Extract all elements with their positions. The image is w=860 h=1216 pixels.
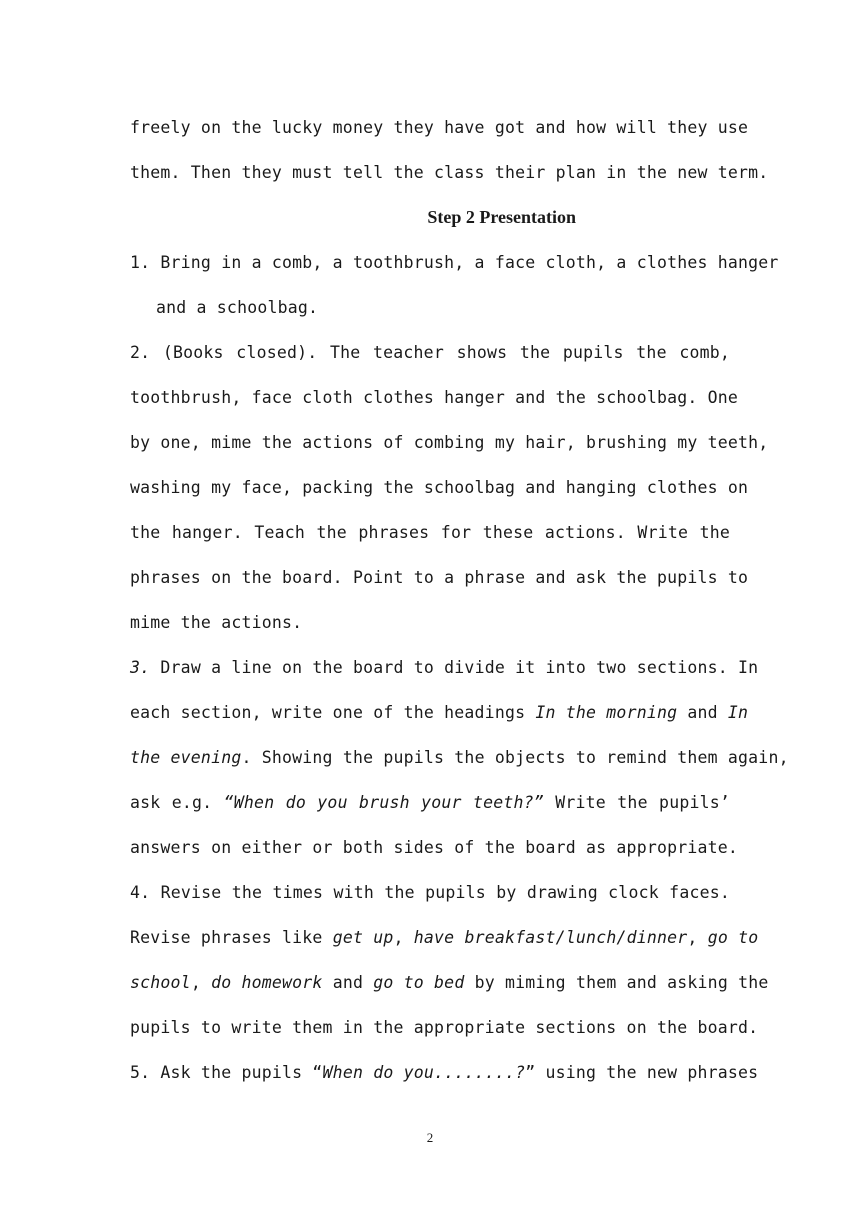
text-line: freely on the lucky money they have got and how will they use bbox=[130, 118, 749, 137]
text-span: , bbox=[190, 973, 212, 992]
list-item-5 bbox=[130, 1050, 759, 1095]
italic-question: “When do you brush your teeth?” bbox=[223, 793, 544, 812]
text-span: 5. Ask the pupils “ bbox=[130, 1063, 323, 1082]
italic-phrase: In bbox=[727, 703, 749, 722]
list-number: 3. bbox=[130, 658, 151, 677]
text-line bbox=[130, 690, 749, 735]
italic-phrase: have breakfast/lunch/dinner bbox=[413, 928, 688, 947]
text-span: ” using the new phrases bbox=[525, 1063, 759, 1082]
text-line bbox=[130, 915, 759, 960]
page-number: 2 bbox=[426, 1130, 434, 1145]
text-span: . Showing the pupils the objects to remind them again, bbox=[241, 748, 789, 767]
text-span: by miming them and asking the bbox=[464, 973, 769, 992]
italic-phrase: go to bbox=[707, 928, 759, 947]
text-line: answers on either or both sides of the board as appropriate. bbox=[130, 838, 739, 857]
list-item-1: 1. Bring in a comb, a toothbrush, a face cloth, a clothes hanger bbox=[130, 253, 779, 272]
text-line: mime the actions. bbox=[130, 613, 303, 632]
text-line bbox=[130, 735, 789, 780]
document-body bbox=[130, 105, 789, 1095]
text-span: Draw a line on the board to divide it into two sections. In bbox=[150, 658, 759, 677]
text-line: by one, mime the actions of combing my hair, brushing my teeth, bbox=[130, 433, 769, 452]
text-span: and bbox=[677, 703, 728, 722]
text-span: Revise phrases like bbox=[130, 928, 333, 947]
section-heading: Step 2 Presentation bbox=[427, 207, 576, 227]
text-span: Write the pupils’ bbox=[543, 793, 730, 812]
italic-question: When do you........? bbox=[322, 1063, 526, 1082]
text-span: , bbox=[393, 928, 414, 947]
italic-phrase: go to bed bbox=[373, 973, 465, 992]
italic-phrase: the evening bbox=[130, 748, 242, 767]
text-span: each section, write one of the headings bbox=[130, 703, 536, 722]
text-span: and bbox=[322, 973, 374, 992]
text-span: , bbox=[687, 928, 708, 947]
italic-phrase: school bbox=[130, 973, 191, 992]
text-line: them. Then they must tell the class their plan in the new term. bbox=[130, 163, 769, 182]
list-item-3 bbox=[130, 645, 759, 690]
text-line bbox=[130, 780, 730, 825]
list-item-4: 4. Revise the times with the pupils by drawing clock faces. bbox=[130, 883, 730, 902]
text-line: washing my face, packing the schoolbag and hanging clothes on bbox=[130, 478, 749, 497]
text-line: toothbrush, face cloth clothes hanger and the schoolbag. One bbox=[130, 388, 739, 407]
italic-phrase: do homework bbox=[211, 973, 323, 992]
text-span: ask e.g. bbox=[130, 793, 224, 812]
text-line bbox=[130, 960, 769, 1005]
text-line: the hanger. Teach the phrases for these actions. Write the bbox=[130, 523, 730, 542]
text-line: pupils to write them in the appropriate sections on the board. bbox=[130, 1018, 759, 1037]
text-line: phrases on the board. Point to a phrase and ask the pupils to bbox=[130, 568, 749, 587]
italic-phrase: In the morning bbox=[535, 703, 678, 722]
italic-phrase: get up bbox=[332, 928, 394, 947]
list-item-1-continuation: and a schoolbag. bbox=[156, 298, 319, 317]
list-item-2: 2. (Books closed). The teacher shows the pupils the comb, bbox=[130, 343, 730, 362]
